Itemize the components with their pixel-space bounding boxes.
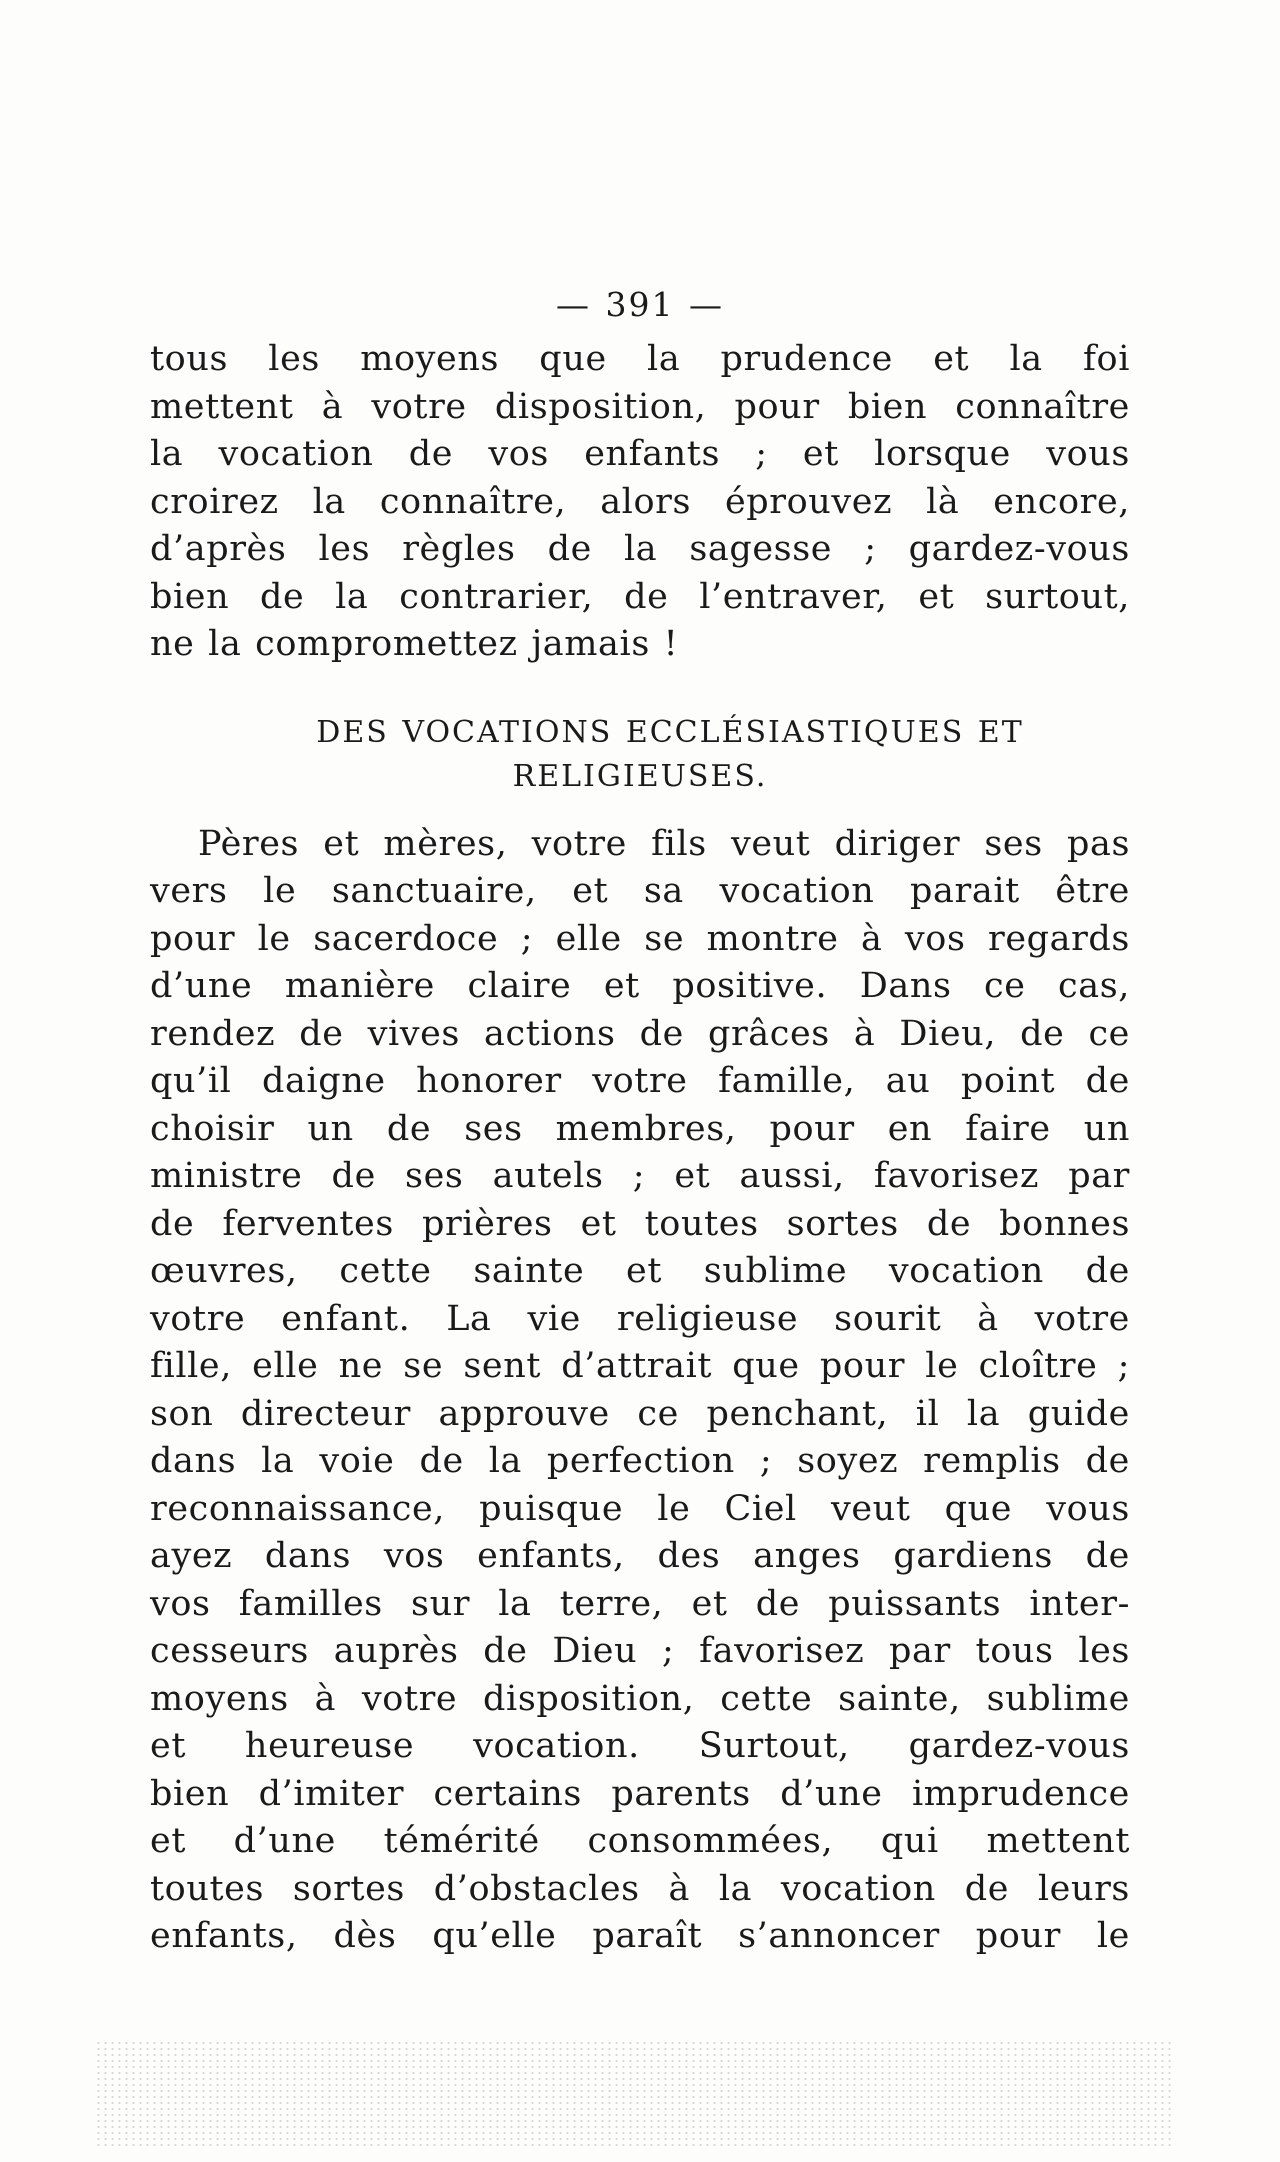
- scan-noise: [95, 2040, 1175, 2150]
- text-line: d’une manière claire et positive. Dans ce cas,: [150, 966, 1130, 1006]
- paragraph-1: [150, 336, 1130, 669]
- text-line: ayez dans vos enfants, des anges gardiens de: [150, 1536, 1130, 1576]
- text-line: vos familles sur la terre, et de puissants inter-: [150, 1583, 1130, 1624]
- text-line: moyens à votre disposition, cette sainte, sublime: [150, 1678, 1130, 1719]
- text-line: toutes sortes d’obstacles à la vocation de leurs: [150, 1868, 1130, 1909]
- text-line: votre enfant. La vie religieuse sourit à votre: [150, 1298, 1130, 1339]
- text-line: cesseurs auprès de Dieu ; favorisez par tous les: [150, 1631, 1130, 1671]
- text-line: la vocation de vos enfants ; et lorsque vous: [150, 434, 1130, 474]
- text-line: dans la voie de la perfection ; soyez remplis de: [150, 1441, 1130, 1481]
- text-line: Pères et mères, votre fils veut diriger ses pas: [198, 823, 1130, 864]
- text-line: vers le sanctuaire, et sa vocation parait être: [150, 871, 1130, 911]
- text-line: choisir un de ses membres, pour en faire un: [150, 1108, 1130, 1149]
- text-line: rendez de vives actions de grâces à Dieu, de ce: [150, 1013, 1130, 1054]
- paragraph-2: [150, 821, 1130, 1961]
- text-line: de ferventes prières et toutes sortes de bonnes: [150, 1203, 1130, 1244]
- page-number: — 391 —: [556, 285, 724, 324]
- text-line: mettent à votre disposition, pour bien connaître: [150, 386, 1130, 427]
- text-line: bien de la contrarier, de l’entraver, et surtout,: [150, 576, 1130, 617]
- text-line: tous les moyens que la prudence et la foi: [150, 339, 1130, 379]
- text-line: reconnaissance, puisque le Ciel veut que vous: [150, 1488, 1130, 1529]
- text-line: bien d’imiter certains parents d’une imprudence: [150, 1773, 1130, 1814]
- text-line: qu’il daigne honorer votre famille, au point de: [150, 1061, 1130, 1101]
- text-line: ne la compromettez jamais !: [150, 624, 679, 664]
- text-line: et heureuse vocation. Surtout, gardez-vous: [150, 1726, 1130, 1766]
- page-text: [150, 285, 1130, 1961]
- heading-line: DES VOCATIONS ECCLÉSIASTIQUES ET: [316, 714, 1024, 750]
- text-line: enfants, dès qu’elle paraît s’annoncer pour le: [150, 1916, 1130, 1956]
- text-line: œuvres, cette sainte et sublime vocation de: [150, 1251, 1130, 1291]
- text-line: fille, elle ne se sent d’attrait que pour le cloître ;: [150, 1346, 1130, 1386]
- text-line: son directeur approuve ce penchant, il la guide: [150, 1393, 1130, 1434]
- heading-line: RELIGIEUSES.: [512, 758, 768, 794]
- text-line: et d’une témérité consommées, qui mettent: [150, 1821, 1130, 1861]
- text-line: ministre de ses autels ; et aussi, favorisez par: [150, 1156, 1130, 1196]
- text-line: pour le sacerdoce ; elle se montre à vos regards: [150, 918, 1130, 959]
- section-heading: [150, 711, 1130, 799]
- text-line: croirez la connaître, alors éprouvez là encore,: [150, 481, 1130, 522]
- text-line: d’après les règles de la sagesse ; gardez-vous: [150, 529, 1130, 569]
